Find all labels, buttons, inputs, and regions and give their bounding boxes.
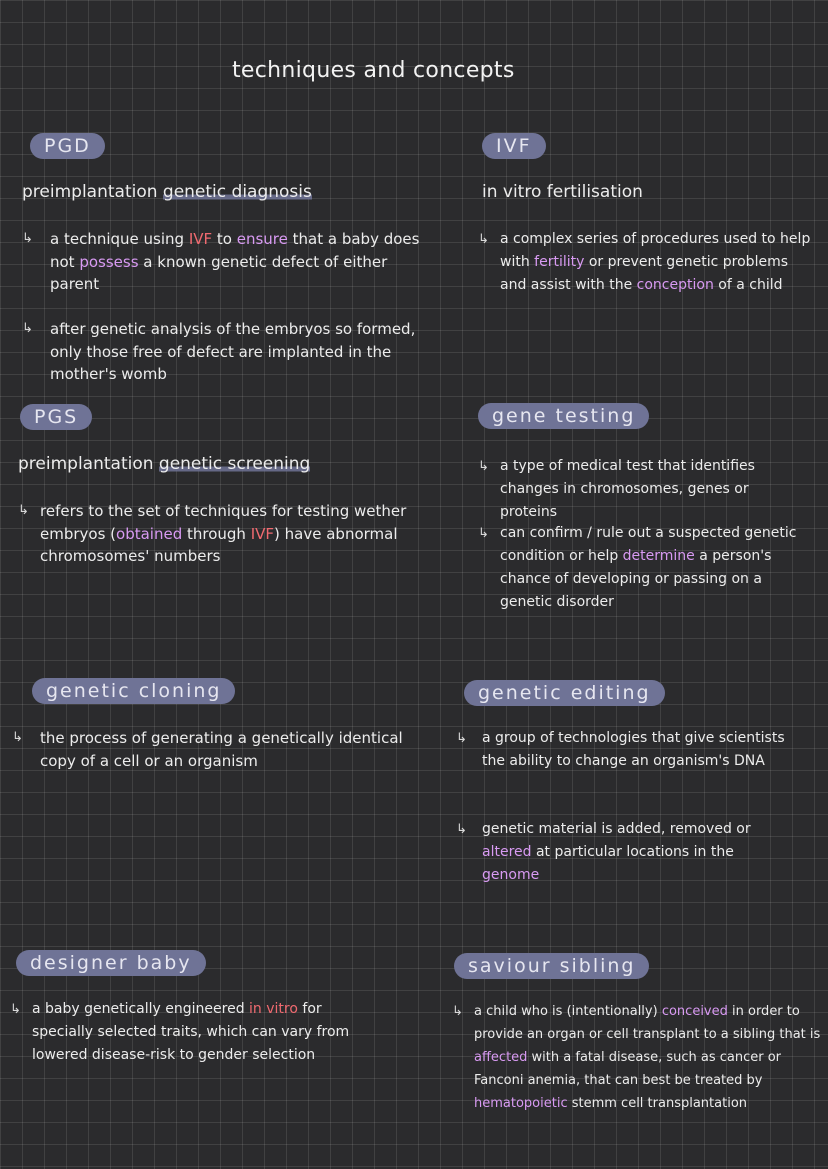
arrow-icon: ↳ [478,459,489,474]
arrow-icon: ↳ [478,526,489,541]
highlight-pink: conceived [661,1004,728,1019]
text-segment: a known genetic defect of either parent [50,252,388,293]
highlight-red: in vitro [249,1001,298,1017]
highlight-pink: conception [636,277,714,293]
text-segment: that a baby does not [50,230,420,271]
pgs-subtitle-highlight: genetic screening [158,454,311,474]
genetic-editing-heading-pill: genetic editing [464,680,665,706]
text-segment: a technique using [50,230,189,248]
arrow-icon: ↳ [456,822,467,837]
saviour-sibling-heading-pill: saviour sibling [454,953,649,979]
text-segment: a complex series of procedures used to help with [500,231,811,270]
text-segment: to [212,230,237,248]
arrow-icon: ↳ [478,232,489,247]
highlight-pink: genome [482,867,540,883]
designer-baby-heading-pill: designer baby [16,950,206,976]
arrow-icon: ↳ [22,231,33,246]
text-segment: at particular locations in the [531,844,734,860]
pgd-subtitle-prefix: preimplantation [22,182,163,202]
text-segment: of a child [713,277,783,293]
gene-testing-bullet-1-text: a type of medical test that identifies changes in chromosomes, genes or proteins [500,458,755,520]
text-segment: through [182,524,251,543]
genetic-editing-bullet-1-text: a group of technologies that give scientists the ability to change an organism's DNA [482,730,785,769]
ivf-subtitle: in vitro fertilisation [482,182,643,202]
arrow-icon: ↳ [452,1004,463,1019]
highlight-pink: hematopoietic [474,1096,568,1111]
pgd-bullet-2 [22,318,437,386]
ivf-heading-pill: IVF [482,133,546,159]
page-title: techniques and concepts [232,58,515,83]
designer-baby-bullet-1 [10,998,370,1067]
highlight-pink: altered [482,844,532,860]
text-segment: in order to provide an organ or cell transplant to a sibling that is [474,1004,821,1042]
text-segment: with a fatal disease, such as cancer or Fanconi anemia, that can best be treated by [474,1050,782,1088]
pgs-bullet-1 [18,500,438,568]
ivf-bullet-1 [478,228,818,297]
highlight-red: IVF [188,230,213,248]
genetic-cloning-bullet-1-text: the process of generating a genetically identical copy of a cell or an organism [40,729,403,770]
pgd-subtitle-highlight: genetic diagnosis [162,182,312,202]
pgd-subtitle [22,182,312,202]
pgs-heading-pill: PGS [20,404,92,430]
highlight-red: IVF [250,524,275,543]
text-segment: ) have abnormal chromosomes' numbers [40,524,398,565]
text-segment: or prevent genetic problems and assist with the [500,254,789,293]
genetic-editing-bullet-2 [456,818,786,887]
text-segment: a person's chance of developing or passing on a genetic disorder [500,548,772,610]
text-segment: genetic material is added, removed or [482,821,751,837]
arrow-icon: ↳ [22,321,33,336]
pgs-subtitle-prefix: preimplantation [18,454,159,474]
text-segment: a child who is (intentionally) [474,1004,662,1019]
arrow-icon: ↳ [456,731,467,746]
highlight-pink: possess [79,252,139,271]
highlight-pink: determine [622,548,695,564]
pgs-subtitle [18,454,310,474]
genetic-cloning-bullet-1 [12,727,412,772]
gene-testing-heading-pill: gene testing [478,403,649,429]
genetic-cloning-heading-pill: genetic cloning [32,678,235,704]
text-segment: for specially selected traits, which can vary from lowered disease-risk to gender selection [32,1001,350,1063]
highlight-pink: ensure [236,230,288,248]
gene-testing-bullet-2 [478,522,798,614]
pgd-bullet-2-text: after genetic analysis of the embryos so formed, only those free of defect are implanted in the mother's womb [50,320,416,383]
saviour-sibling-bullet-1 [452,1000,822,1115]
highlight-pink: obtained [116,524,183,543]
gene-testing-bullet-1 [478,455,798,524]
text-segment: refers to the set of techniques for testing wether embryos ( [40,502,407,543]
text-segment: can confirm / rule out a suspected genetic condition or help [500,525,797,564]
highlight-pink: affected [474,1050,528,1065]
highlight-pink: fertility [534,254,585,270]
arrow-icon: ↳ [12,730,23,745]
pgd-bullet-1 [22,228,437,296]
text-segment: stemm cell transplantation [567,1096,748,1111]
genetic-editing-bullet-1 [456,727,786,773]
text-segment: a baby genetically engineered [32,1001,250,1017]
arrow-icon: ↳ [18,503,29,518]
pgd-heading-pill: PGD [30,133,105,159]
arrow-icon: ↳ [10,1002,21,1017]
